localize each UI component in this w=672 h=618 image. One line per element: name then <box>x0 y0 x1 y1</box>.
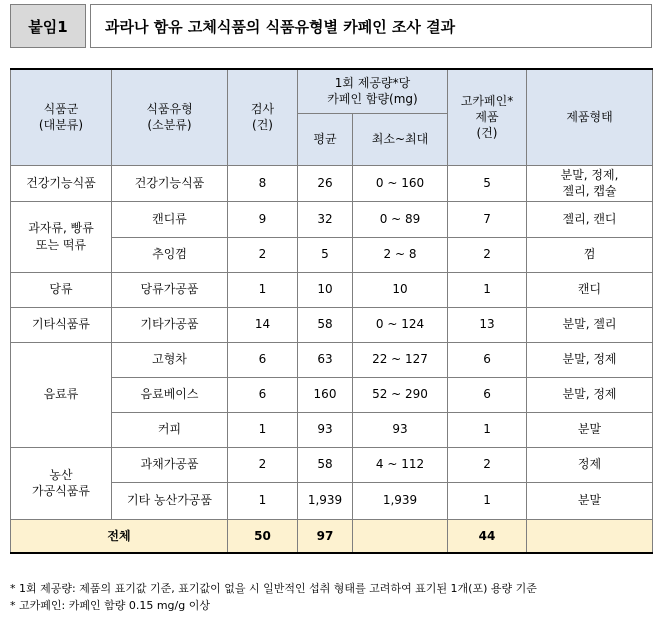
footnote-high-caffeine: * 고카페인: 카페인 함량 0.15 mg/g 이상 <box>10 599 210 612</box>
header-avg: 평균 <box>298 113 353 165</box>
header <box>10 4 652 48</box>
cell-form: 껌 <box>527 237 653 272</box>
cell-type: 과채가공품 <box>112 447 228 482</box>
table-row <box>11 342 653 377</box>
footnote-serving: * 1회 제공량: 제품의 표기값 기준, 표기값이 없을 시 일반적인 섭취 형태를 고려하여 표기된 1개(포) 용량 기준 <box>10 582 537 595</box>
total-high: 44 <box>448 519 527 553</box>
cell-type: 기타 농산가공품 <box>112 482 228 519</box>
cell-form: 분말, 정제 <box>527 377 653 412</box>
cell-high: 5 <box>448 165 527 201</box>
header-caffeine: 1회 제공량*당 카페인 함량(mg) <box>298 69 448 113</box>
cell-high: 6 <box>448 377 527 412</box>
cell-avg: 5 <box>298 237 353 272</box>
cell-avg: 93 <box>298 412 353 447</box>
cell-range: 1,939 <box>353 482 448 519</box>
cell-form: 분말 <box>527 412 653 447</box>
cell-form: 분말, 젤리 <box>527 307 653 342</box>
page-title: 과라나 함유 고체식품의 식품유형별 카페인 조사 결과 <box>90 4 652 48</box>
cell-type: 고형차 <box>112 342 228 377</box>
cell-count: 9 <box>228 201 298 237</box>
cell-type: 캔디류 <box>112 201 228 237</box>
cell-avg: 58 <box>298 447 353 482</box>
cell-range: 52 ~ 290 <box>353 377 448 412</box>
cell-type: 음료베이스 <box>112 377 228 412</box>
cell-avg: 160 <box>298 377 353 412</box>
cell-count: 14 <box>228 307 298 342</box>
cell-count: 1 <box>228 272 298 307</box>
cell-high: 6 <box>448 342 527 377</box>
cell-avg: 58 <box>298 307 353 342</box>
cell-high: 7 <box>448 201 527 237</box>
table-row <box>11 272 653 307</box>
attachment-badge: 붙임1 <box>10 4 86 48</box>
cell-range: 2 ~ 8 <box>353 237 448 272</box>
cell-high: 2 <box>448 447 527 482</box>
cell-count: 1 <box>228 482 298 519</box>
cell-range: 0 ~ 124 <box>353 307 448 342</box>
cell-range: 22 ~ 127 <box>353 342 448 377</box>
cell-type: 추잉껌 <box>112 237 228 272</box>
total-avg: 97 <box>298 519 353 553</box>
cell-type: 기타가공품 <box>112 307 228 342</box>
cell-group: 음료류 <box>11 342 112 447</box>
cell-count: 6 <box>228 342 298 377</box>
total-label: 전체 <box>11 519 228 553</box>
cell-group: 농산 가공식품류 <box>11 447 112 519</box>
cell-range: 0 ~ 160 <box>353 165 448 201</box>
cell-range: 0 ~ 89 <box>353 201 448 237</box>
cell-group: 과자류, 빵류 또는 떡류 <box>11 201 112 272</box>
table-row <box>11 201 653 237</box>
cell-avg: 10 <box>298 272 353 307</box>
cell-count: 6 <box>228 377 298 412</box>
cell-high: 1 <box>448 412 527 447</box>
header-group: 식품군 (대분류) <box>11 69 112 165</box>
cell-count: 2 <box>228 237 298 272</box>
cell-avg: 1,939 <box>298 482 353 519</box>
cell-range: 93 <box>353 412 448 447</box>
cell-form: 분말 <box>527 482 653 519</box>
table-row <box>11 165 653 201</box>
cell-group: 건강기능식품 <box>11 165 112 201</box>
cell-form: 캔디 <box>527 272 653 307</box>
footnotes <box>10 580 537 614</box>
cell-high: 1 <box>448 272 527 307</box>
cell-avg: 32 <box>298 201 353 237</box>
cell-group: 기타식품류 <box>11 307 112 342</box>
cell-avg: 63 <box>298 342 353 377</box>
cell-avg: 26 <box>298 165 353 201</box>
cell-type: 당류가공품 <box>112 272 228 307</box>
cell-form: 분말, 정제 <box>527 342 653 377</box>
total-range <box>353 519 448 553</box>
total-form <box>527 519 653 553</box>
header-count: 검사 (건) <box>228 69 298 165</box>
cell-form: 정제 <box>527 447 653 482</box>
cell-form: 분말, 정제, 젤리, 캡슐 <box>527 165 653 201</box>
header-range: 최소~최대 <box>353 113 448 165</box>
cell-count: 8 <box>228 165 298 201</box>
cell-range: 4 ~ 112 <box>353 447 448 482</box>
header-form: 제품형태 <box>527 69 653 165</box>
header-high-caffeine: 고카페인* 제품 (건) <box>448 69 527 165</box>
cell-range: 10 <box>353 272 448 307</box>
table-row <box>11 447 653 482</box>
cell-type: 커피 <box>112 412 228 447</box>
table-row <box>11 307 653 342</box>
header-type: 식품유형 (소분류) <box>112 69 228 165</box>
total-count: 50 <box>228 519 298 553</box>
caffeine-table <box>10 68 653 554</box>
cell-type: 건강기능식품 <box>112 165 228 201</box>
cell-form: 젤리, 캔디 <box>527 201 653 237</box>
cell-count: 1 <box>228 412 298 447</box>
cell-high: 1 <box>448 482 527 519</box>
cell-count: 2 <box>228 447 298 482</box>
table-total-row <box>11 519 653 553</box>
cell-group: 당류 <box>11 272 112 307</box>
cell-high: 13 <box>448 307 527 342</box>
cell-high: 2 <box>448 237 527 272</box>
